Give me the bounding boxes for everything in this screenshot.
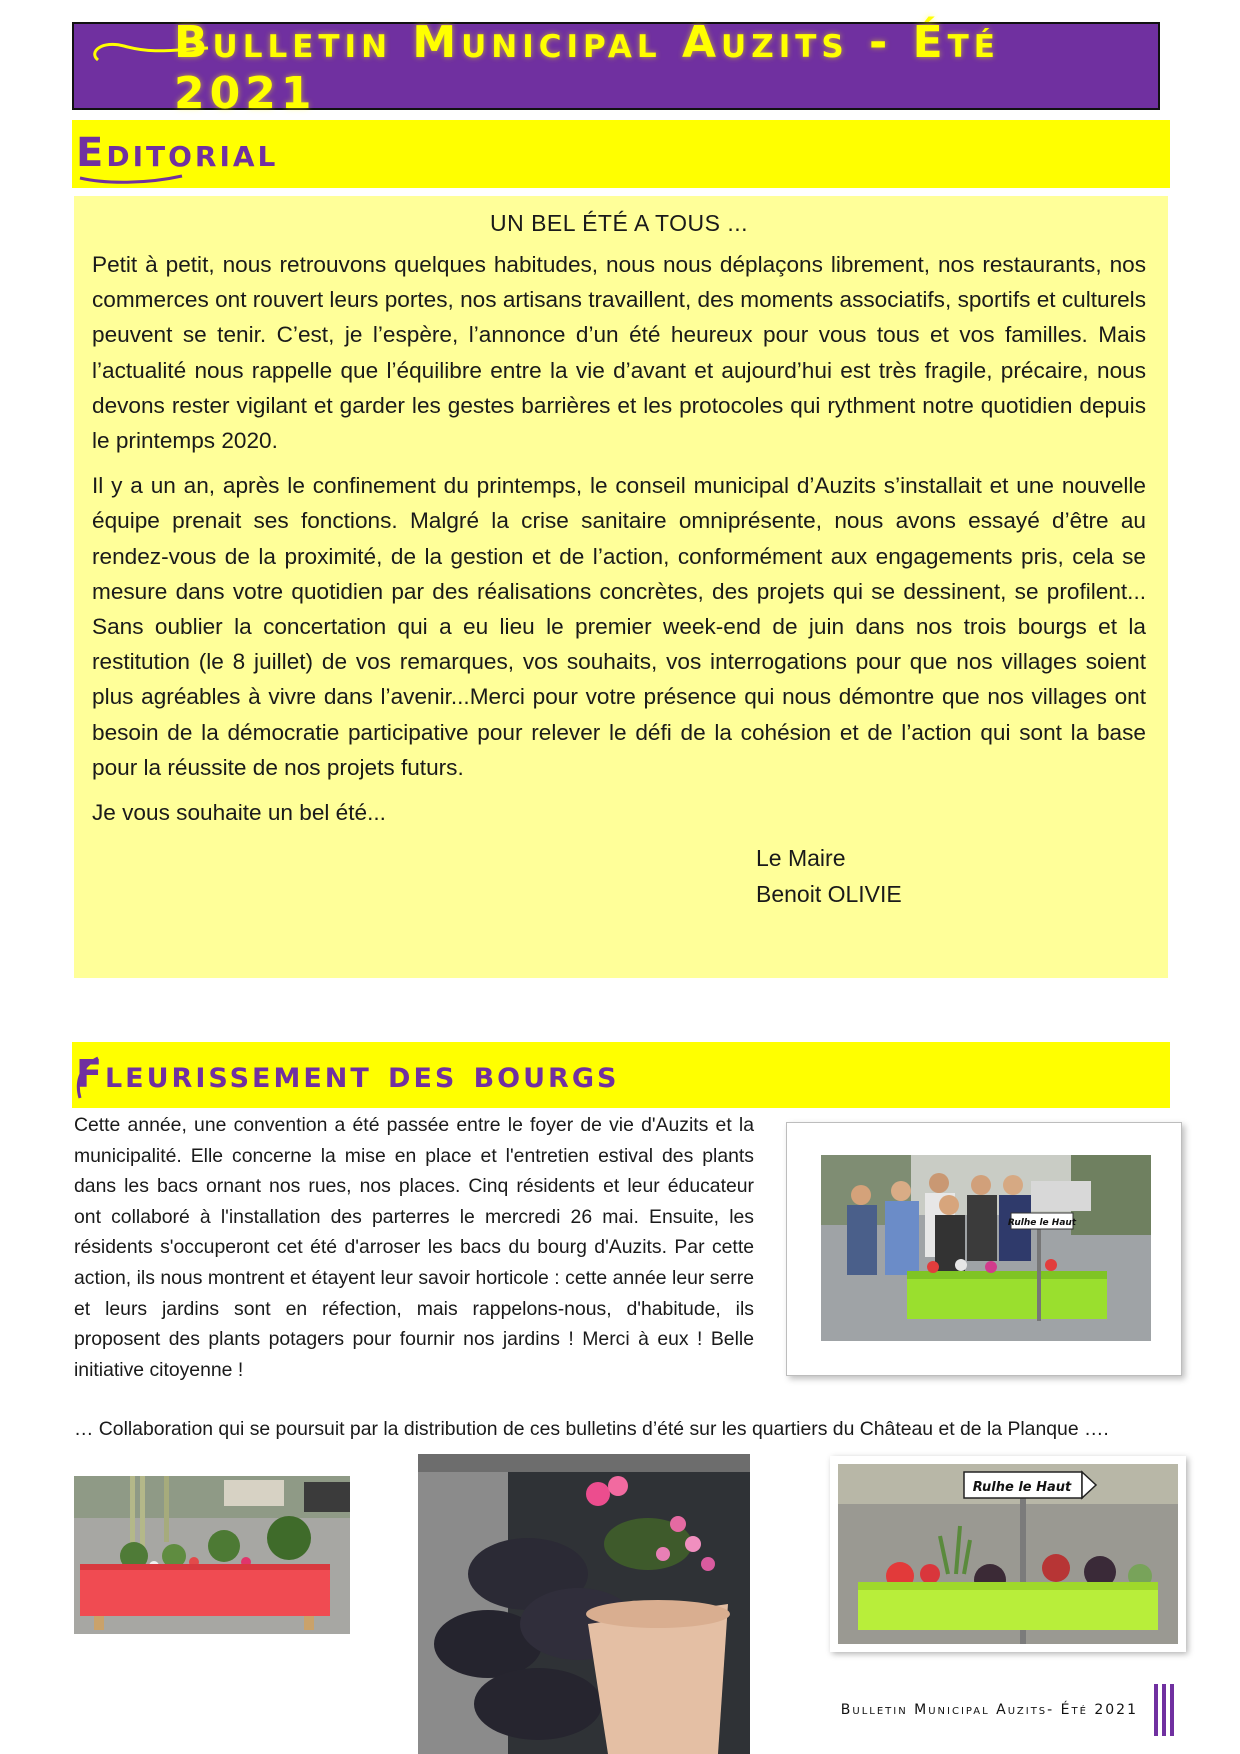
signature-role: Le Maire	[756, 845, 846, 872]
page-footer	[841, 1684, 1174, 1736]
editorial-paragraph-1: Petit à petit, nous retrouvons quelques habitudes, nous nous déplaçons librement, nos restaurants, nos commerces ont rouvert leurs portes, nos artisans travaillent, des moments associatifs, sportifs et culturels peuvent se tenir. C’est, je l’espère, l’annonce d’un été heureux pour vous tous et vos familles. Mais l’actualité nous rappelle que l’équilibre entre la vie d’avant et aujourd’hui est très fragile, précaire, nous devons rester vigilant et garder les gestes barrières et les protocoles qui rythment notre quotidien depuis le printemps 2020.	[92, 252, 1146, 454]
potted-plant-photo	[418, 1454, 750, 1754]
bulletin-title: Bulletin Municipal Auzits - Été 2021	[174, 17, 1000, 119]
signature-name: Benoit OLIVIE	[756, 881, 902, 908]
green-photo-sign-text: Rulhe le Haut	[972, 1480, 1072, 1495]
editorial-section-bar	[72, 120, 1170, 188]
group-photo-sign-text: Rulhe le Haut	[1007, 1218, 1077, 1228]
title-underline-icon	[76, 172, 186, 186]
editorial-box	[74, 196, 1168, 978]
red-planter-photo	[74, 1476, 350, 1634]
group-photo	[821, 1155, 1151, 1341]
editorial-heading: UN BEL ÉTÉ A TOUS ...	[489, 210, 749, 236]
group-photo-frame	[786, 1122, 1182, 1376]
fleurissement-paragraph: Cette année, une convention a été passée entre le foyer de vie d'Auzits et la municipalité. Elle concerne la mise en place et l'entretien estival des plants dans les bacs ornant nos rues, nos places. Cinq résidents et leur éducateur ont collaboré à l'installation des parterres le mercredi 26 mai. Ensuite, les résidents s'occuperont cet été d'arroser les bacs du bourg d'Auzits. Par cette action, ils nous montrent et étayent leur savoir horticole : cette année leur serre et leurs jardins sont en réfection, mais rappelons-nous, d'habitude, ils proposent des plants potagers pour fournir nos jardins ! Merci à eux ! Belle initiative citoyenne !	[74, 1114, 754, 1381]
footer-text: Bulletin Municipal Auzits- Été 2021	[840, 1702, 1138, 1718]
editorial-section-title: Editorial	[76, 130, 279, 176]
footer-bars-decoration	[1154, 1684, 1174, 1736]
green-planter-photo	[830, 1456, 1186, 1652]
fleurissement-section-title: Fleurissement des bourgs	[76, 1052, 620, 1096]
editorial-paragraph-2: Il y a un an, après le confinement du printemps, le conseil municipal d’Auzits s’installait et une nouvelle équipe prenait ses fonctions. Malgré la crise sanitaire omniprésente, nous avons essayé d’être au rendez-vous de la proximité, de la gestion et de l’action, conformément aux engagements pris, cela se mesure dans votre quotidien par des réalisations concrètes, des projets qui se dessinent, se profilent... Sans oublier la concertation qui a eu lieu le premier week-end de juin dans nos trois bourgs et la restitution (le 8 juillet) de vos remarques, vos souhaits, vos interrogations pour que nos villages soient plus agréables à vivre dans l’avenir...Merci pour votre présence qui nous démontre que nos villages ont besoin de la démocratie participative pour relever le défi de la cohésion et de l’action qui sont la base pour la réussite de nos projets futurs.	[92, 473, 1146, 780]
title-underline-icon	[74, 1054, 104, 1100]
fleurissement-paragraph-2: … Collaboration qui se poursuit par la distribution de ces bulletins d’été sur les quartiers du Château et de la Planque ….	[74, 1418, 1109, 1440]
header-banner	[72, 17, 1160, 119]
editorial-paragraph-3: Je vous souhaite un bel été...	[92, 800, 386, 826]
fleurissement-section-bar	[72, 1042, 1170, 1108]
